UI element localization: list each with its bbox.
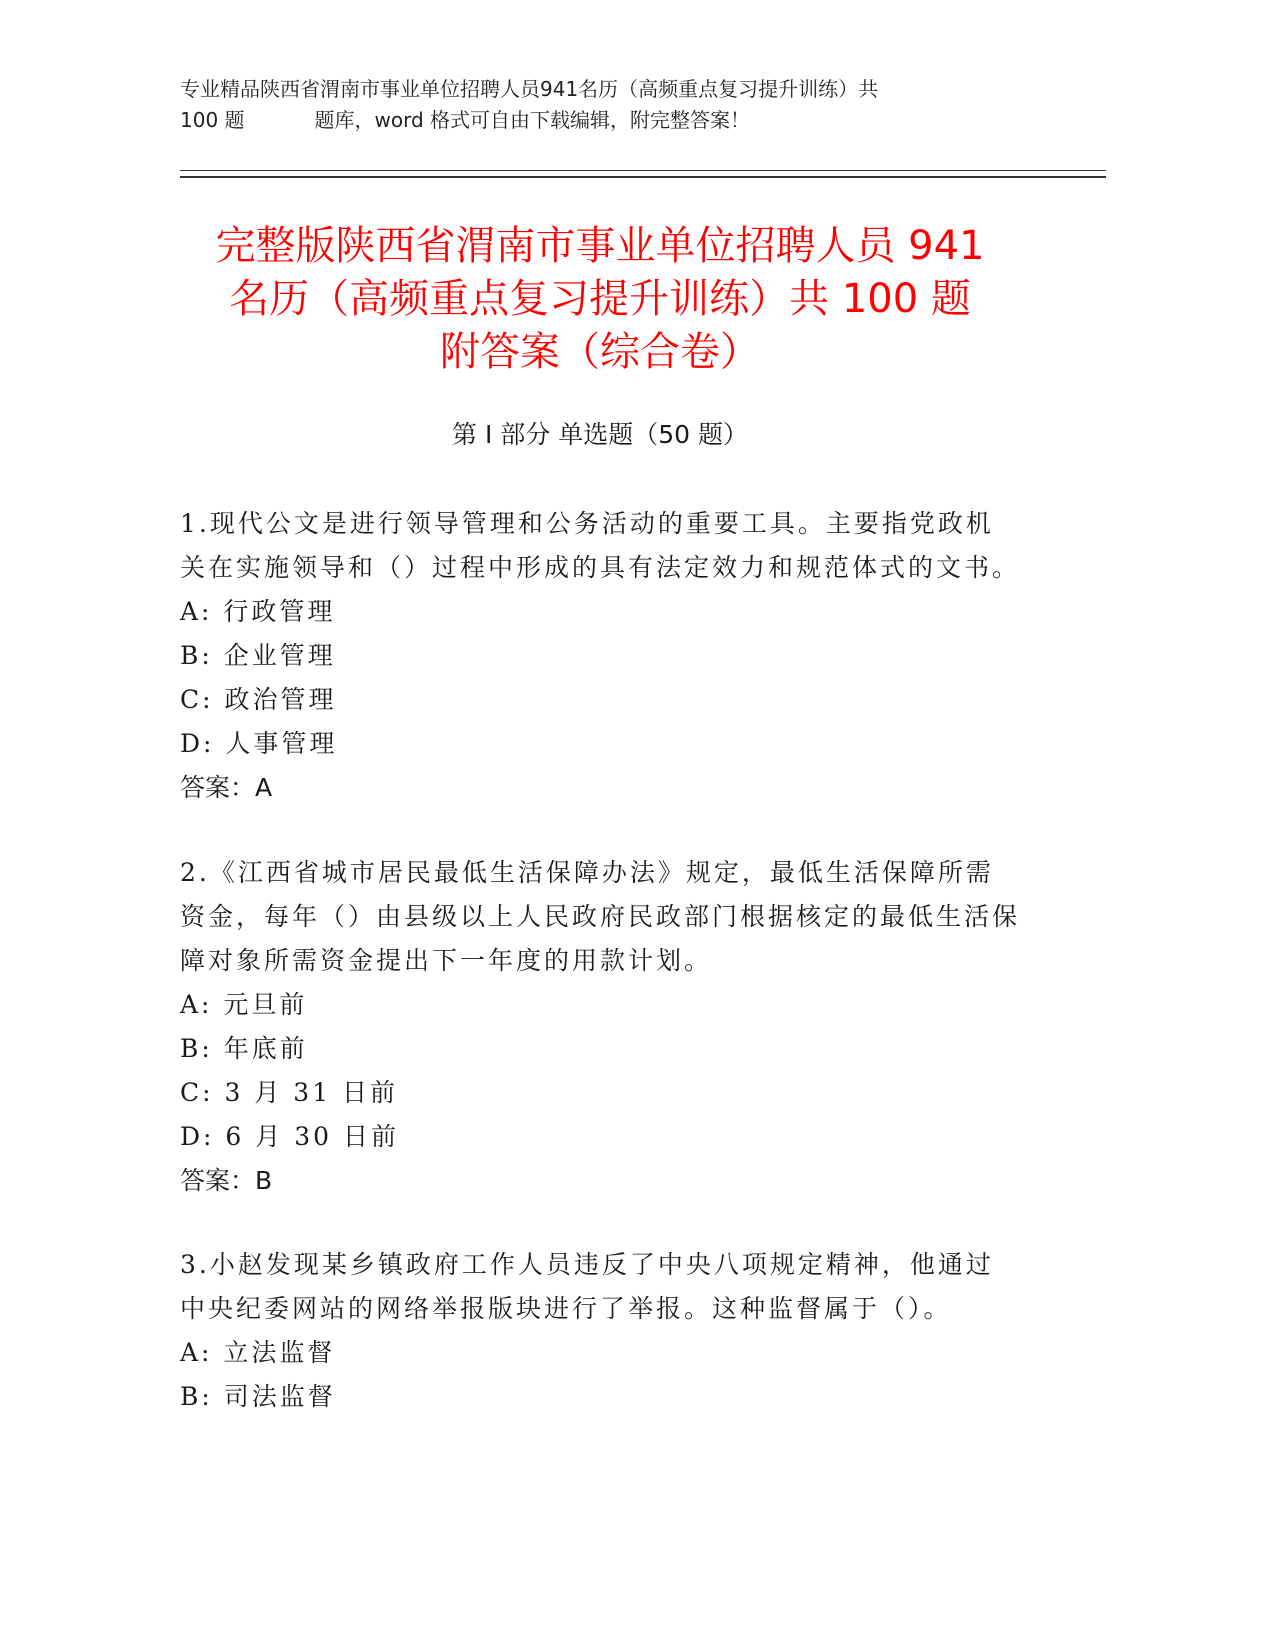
header-line-1: 专业精品陕西省渭南市事业单位招聘人员941名历（高频重点复习提升训练）共	[180, 77, 879, 101]
answer: 答案：B	[180, 1166, 273, 1195]
option-b: B: 年底前	[180, 1034, 308, 1063]
option-d: D: 6 月 30 日前	[180, 1122, 399, 1151]
answer: 答案：A	[180, 773, 273, 802]
question-stem: 3.小赵发现某乡镇政府工作人员违反了中央八项规定精神，他通过中央纪委网站的网络举报版块进行了举报。这种监督属于（）。	[180, 1250, 994, 1323]
option-c: C: 3 月 31 日前	[180, 1078, 399, 1107]
question-2	[180, 851, 1020, 1203]
option-b: B: 司法监督	[180, 1382, 336, 1411]
title-line-3: 附答案（综合卷）	[440, 329, 760, 375]
option-b: B: 企业管理	[180, 641, 336, 670]
header-line-2-right: 题库，word 格式可自由下载编辑，附完整答案！	[314, 108, 751, 132]
option-d: D: 人事管理	[180, 729, 338, 758]
header-divider-thick	[180, 176, 1106, 178]
page-header	[180, 74, 1020, 136]
option-c: C: 政治管理	[180, 685, 337, 714]
question-stem: 1.现代公文是进行领导管理和公务活动的重要工具。主要指党政机关在实施领导和（）过程中形成的具有法定效力和规范体式的文书。	[180, 509, 1021, 582]
section-heading: 第 I 部分 单选题（50 题）	[452, 420, 748, 449]
header-line-2	[180, 105, 1020, 136]
question-1	[180, 502, 1020, 810]
title-line-2: 名历（高频重点复习提升训练）共 100 题	[229, 276, 971, 322]
document-title	[160, 220, 1040, 379]
header-line-2-left: 100 题	[180, 108, 245, 132]
option-a: A: 立法监督	[180, 1338, 336, 1367]
header-divider-thin	[180, 170, 1106, 171]
question-stem: 2.《江西省城市居民最低生活保障办法》规定，最低生活保障所需资金，每年（）由县级以上人民政府民政部门根据核定的最低生活保障对象所需资金提出下一年度的用款计划。	[180, 858, 1021, 975]
title-line-1: 完整版陕西省渭南市事业单位招聘人员 941	[215, 223, 985, 269]
question-3	[180, 1243, 1020, 1419]
option-a: A: 行政管理	[180, 597, 336, 626]
option-a: A: 元旦前	[180, 990, 308, 1019]
